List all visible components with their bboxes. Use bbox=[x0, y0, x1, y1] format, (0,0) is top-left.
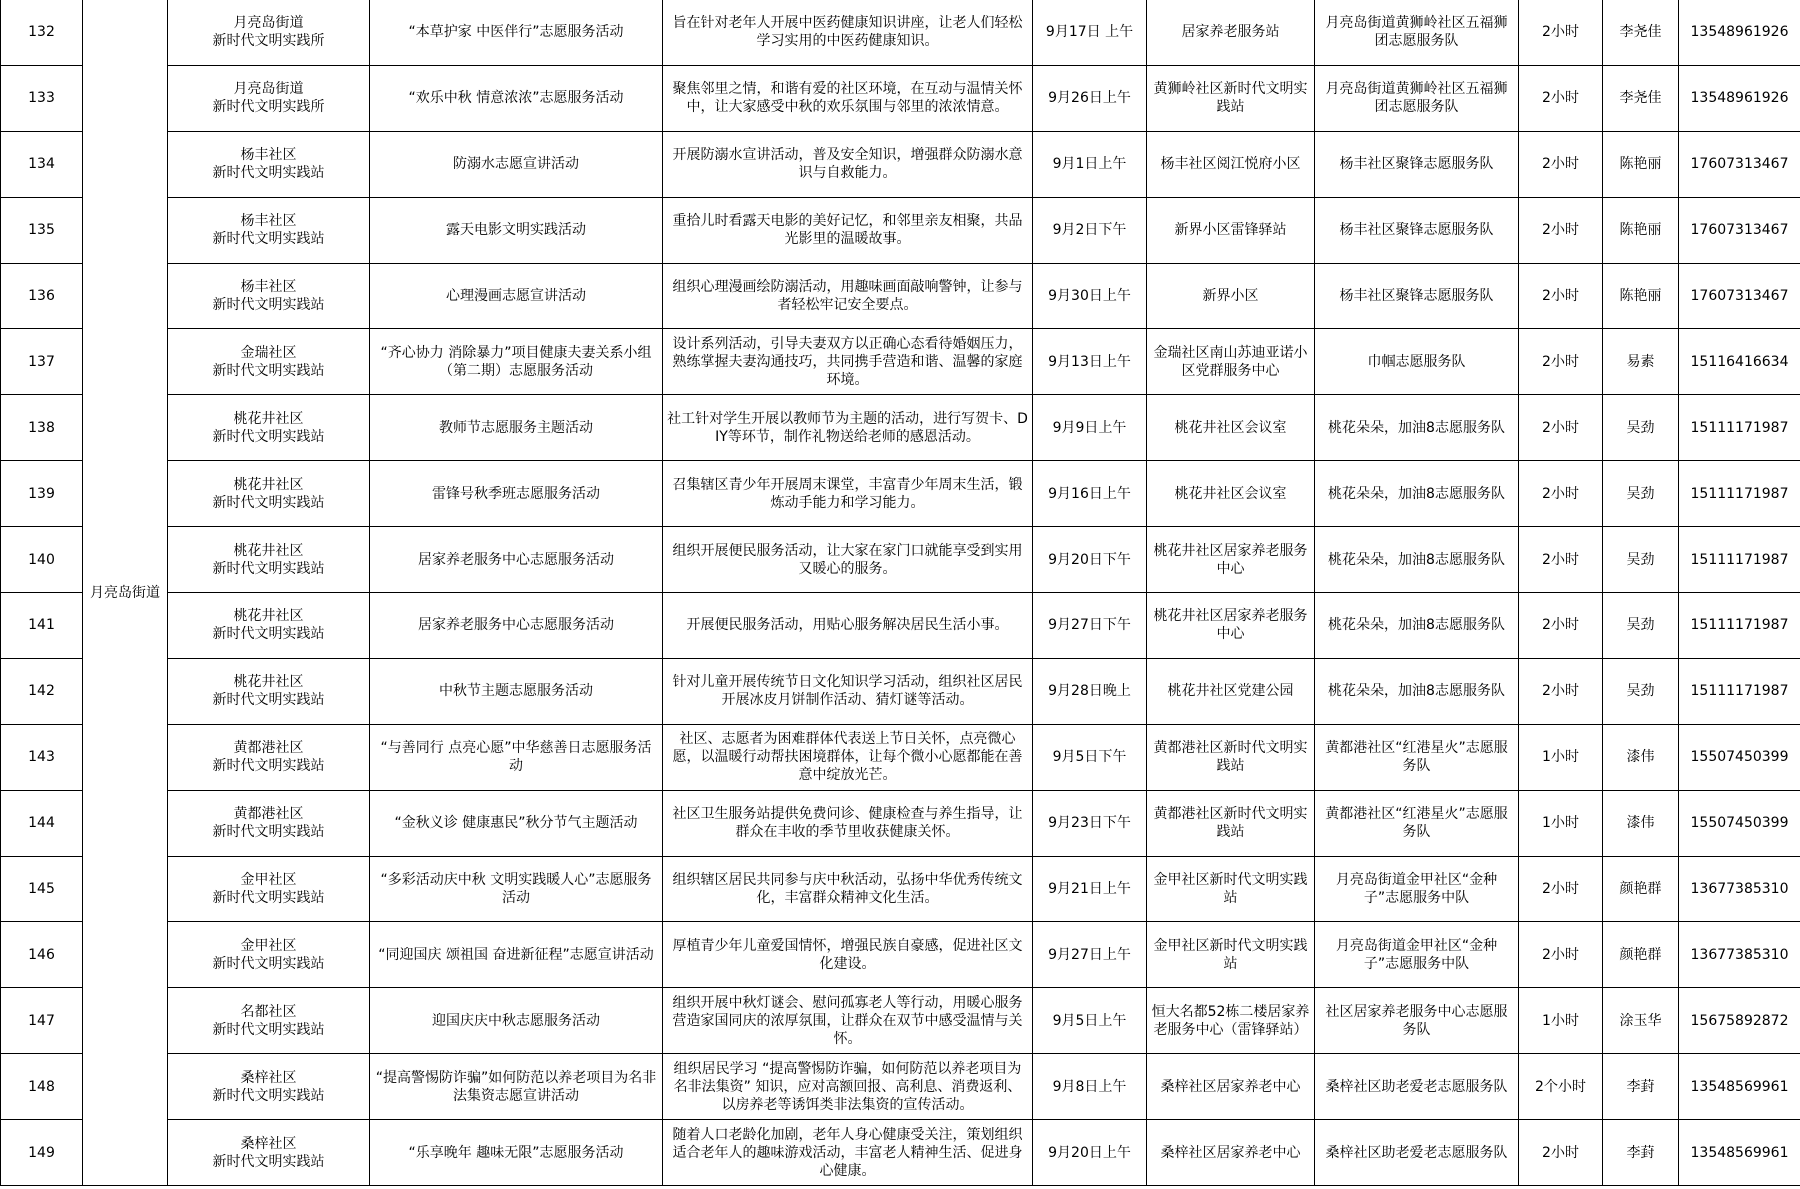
activity-time: 9月16日上午 bbox=[1033, 461, 1147, 527]
contact-person: 吴劲 bbox=[1603, 395, 1679, 461]
contact-person: 吴劲 bbox=[1603, 461, 1679, 527]
duration: 2个小时 bbox=[1519, 1054, 1603, 1120]
volunteer-team: 黄都港社区“红港星火”志愿服务队 bbox=[1315, 724, 1519, 790]
table-row bbox=[1, 0, 1800, 65]
activity-name: “乐享晚年 趣味无限”志愿服务活动 bbox=[370, 1120, 663, 1186]
activity-description: 重拾儿时看露天电影的美好记忆，和邻里亲友相聚，共品光影里的温暖故事。 bbox=[663, 197, 1033, 263]
volunteer-team: 黄都港社区“红港星火”志愿服务队 bbox=[1315, 790, 1519, 856]
organizer bbox=[168, 527, 370, 593]
organizer-line-1: 名都社区 bbox=[240, 1003, 297, 1020]
organizer bbox=[168, 790, 370, 856]
table-row bbox=[1, 1054, 1800, 1120]
table-row bbox=[1, 65, 1800, 131]
activity-time: 9月28日晚上 bbox=[1033, 658, 1147, 724]
organizer-line-1: 黄都港社区 bbox=[233, 740, 304, 757]
organizer-line-1: 桃花井社区 bbox=[233, 410, 304, 427]
duration: 2小时 bbox=[1519, 658, 1603, 724]
contact-phone: 15111171987 bbox=[1679, 395, 1800, 461]
activity-name: “欢乐中秋 情意浓浓”志愿服务活动 bbox=[370, 65, 663, 131]
contact-person: 颜艳群 bbox=[1603, 922, 1679, 988]
volunteer-team: 桃花朵朵，加油8志愿服务队 bbox=[1315, 593, 1519, 659]
activity-name: 露天电影文明实践活动 bbox=[370, 197, 663, 263]
volunteer-team: 杨丰社区聚锋志愿服务队 bbox=[1315, 197, 1519, 263]
contact-person: 吴劲 bbox=[1603, 593, 1679, 659]
duration: 2小时 bbox=[1519, 263, 1603, 329]
row-number: 136 bbox=[1, 263, 83, 329]
contact-phone: 17607313467 bbox=[1679, 197, 1800, 263]
contact-phone: 15111171987 bbox=[1679, 527, 1800, 593]
activity-time: 9月20日下午 bbox=[1033, 527, 1147, 593]
activity-description: 聚焦邻里之情，和谐有爱的社区环境，在互动与温情关怀中，让大家感受中秋的欢乐氛围与邻里的浓浓情意。 bbox=[663, 65, 1033, 131]
activity-time: 9月13日上午 bbox=[1033, 329, 1147, 395]
activity-description: 召集辖区青少年开展周末课堂，丰富青少年周末生活，锻炼动手能力和学习能力。 bbox=[663, 461, 1033, 527]
organizer-line-2: 新时代文明实践所 bbox=[212, 99, 325, 116]
volunteer-team: 桑梓社区助老爱老志愿服务队 bbox=[1315, 1120, 1519, 1186]
activity-time: 9月17日 上午 bbox=[1033, 0, 1147, 65]
contact-person: 李尧佳 bbox=[1603, 0, 1679, 65]
contact-phone: 13677385310 bbox=[1679, 856, 1800, 922]
organizer bbox=[168, 922, 370, 988]
contact-phone: 15507450399 bbox=[1679, 790, 1800, 856]
row-number: 145 bbox=[1, 856, 83, 922]
activity-place: 桃花井社区会议室 bbox=[1147, 395, 1315, 461]
activity-place: 居家养老服务站 bbox=[1147, 0, 1315, 65]
activity-name: 迎国庆庆中秋志愿服务活动 bbox=[370, 988, 663, 1054]
organizer-line-2: 新时代文明实践站 bbox=[212, 824, 325, 841]
activity-time: 9月20日上午 bbox=[1033, 1120, 1147, 1186]
activity-name: “提高警惕防诈骗”如何防范以养老项目为名非法集资志愿宣讲活动 bbox=[370, 1054, 663, 1120]
duration: 2小时 bbox=[1519, 131, 1603, 197]
organizer bbox=[168, 724, 370, 790]
row-number: 147 bbox=[1, 988, 83, 1054]
activity-time: 9月27日下午 bbox=[1033, 593, 1147, 659]
volunteer-team: 月亮岛街道金甲社区“金种子”志愿服务中队 bbox=[1315, 922, 1519, 988]
organizer-line-1: 黄都港社区 bbox=[233, 806, 304, 823]
organizer bbox=[168, 988, 370, 1054]
activity-description: 社工针对学生开展以教师节为主题的活动，进行写贺卡、DIY等环节，制作礼物送给老师的感恩活动。 bbox=[663, 395, 1033, 461]
volunteer-team: 桃花朵朵，加油8志愿服务队 bbox=[1315, 395, 1519, 461]
activity-place: 恒大名都52栋二楼居家养老服务中心（雷锋驿站） bbox=[1147, 988, 1315, 1054]
row-number: 137 bbox=[1, 329, 83, 395]
duration: 2小时 bbox=[1519, 856, 1603, 922]
organizer bbox=[168, 1054, 370, 1120]
organizer bbox=[168, 197, 370, 263]
activity-description: 厚植青少年儿童爱国情怀，增强民族自豪感，促进社区文化建设。 bbox=[663, 922, 1033, 988]
activity-time: 9月5日下午 bbox=[1033, 724, 1147, 790]
organizer-line-1: 杨丰社区 bbox=[240, 279, 297, 295]
organizer-line-1: 桃花井社区 bbox=[233, 476, 304, 493]
organizer bbox=[168, 461, 370, 527]
activity-place: 黄都港社区新时代文明实践站 bbox=[1147, 724, 1315, 790]
activity-name: 中秋节主题志愿服务活动 bbox=[370, 658, 663, 724]
activity-place: 桃花井社区居家养老服务中心 bbox=[1147, 527, 1315, 593]
volunteer-team: 月亮岛街道黄狮岭社区五福狮团志愿服务队 bbox=[1315, 0, 1519, 65]
table-row bbox=[1, 461, 1800, 527]
table-row bbox=[1, 856, 1800, 922]
row-number: 134 bbox=[1, 131, 83, 197]
contact-person: 漆伟 bbox=[1603, 724, 1679, 790]
activity-description: 组织开展便民服务活动，让大家在家门口就能享受到实用又暖心的服务。 bbox=[663, 527, 1033, 593]
contact-person: 漆伟 bbox=[1603, 790, 1679, 856]
organizer bbox=[168, 131, 370, 197]
activity-description: 组织开展中秋灯谜会、慰问孤寡老人等行动，用暖心服务营造家国同庆的浓厚氛围，让群众在双节中感受温情与关怀。 bbox=[663, 988, 1033, 1054]
contact-person: 李葑 bbox=[1603, 1120, 1679, 1186]
row-number: 146 bbox=[1, 922, 83, 988]
activity-place: 杨丰社区阅江悦府小区 bbox=[1147, 131, 1315, 197]
volunteer-team: 月亮岛街道黄狮岭社区五福狮团志愿服务队 bbox=[1315, 65, 1519, 131]
activity-name: 教师节志愿服务主题活动 bbox=[370, 395, 663, 461]
row-number: 149 bbox=[1, 1120, 83, 1186]
duration: 1小时 bbox=[1519, 790, 1603, 856]
activity-name: “金秋义诊 健康惠民”秋分节气主题活动 bbox=[370, 790, 663, 856]
row-number: 143 bbox=[1, 724, 83, 790]
organizer-line-2: 新时代文明实践站 bbox=[212, 362, 325, 379]
row-number: 144 bbox=[1, 790, 83, 856]
organizer-line-1: 桃花井社区 bbox=[233, 674, 304, 691]
organizer bbox=[168, 263, 370, 329]
activity-description: 设计系列活动，引导夫妻双方以正确心态看待婚姻压力，熟练掌握夫妻沟通技巧，共同携手营造和谐、温馨的家庭环境。 bbox=[663, 329, 1033, 395]
activity-place: 新界小区雷锋驿站 bbox=[1147, 197, 1315, 263]
volunteer-team: 桃花朵朵，加油8志愿服务队 bbox=[1315, 461, 1519, 527]
activity-place: 桃花井社区会议室 bbox=[1147, 461, 1315, 527]
activity-place: 金瑞社区南山苏迪亚诺小区党群服务中心 bbox=[1147, 329, 1315, 395]
activity-place: 黄都港社区新时代文明实践站 bbox=[1147, 790, 1315, 856]
activity-description: 随着人口老龄化加剧，老年人身心健康受关注，策划组织适合老年人的趣味游戏活动，丰富老人精神生活、促进身心健康。 bbox=[663, 1120, 1033, 1186]
organizer bbox=[168, 395, 370, 461]
organizer-line-1: 桃花井社区 bbox=[233, 608, 304, 625]
activity-description: 组织辖区居民共同参与庆中秋活动，弘扬中华优秀传统文化，丰富群众精神文化生活。 bbox=[663, 856, 1033, 922]
activity-time: 9月5日上午 bbox=[1033, 988, 1147, 1054]
table-row bbox=[1, 263, 1800, 329]
table-row bbox=[1, 329, 1800, 395]
contact-phone: 13548961926 bbox=[1679, 0, 1800, 65]
activity-name: 居家养老服务中心志愿服务活动 bbox=[370, 593, 663, 659]
activity-place: 金甲社区新时代文明实践站 bbox=[1147, 922, 1315, 988]
activity-description: 旨在针对老年人开展中医药健康知识讲座，让老人们轻松学习实用的中医药健康知识。 bbox=[663, 0, 1033, 65]
organizer bbox=[168, 65, 370, 131]
contact-person: 颜艳群 bbox=[1603, 856, 1679, 922]
contact-phone: 15111171987 bbox=[1679, 658, 1800, 724]
volunteer-team: 桃花朵朵，加油8志愿服务队 bbox=[1315, 658, 1519, 724]
activity-place: 黄狮岭社区新时代文明实践站 bbox=[1147, 65, 1315, 131]
volunteer-team: 巾帼志愿服务队 bbox=[1315, 329, 1519, 395]
duration: 2小时 bbox=[1519, 197, 1603, 263]
contact-phone: 13548961926 bbox=[1679, 65, 1800, 131]
volunteer-team: 月亮岛街道金甲社区“金种子”志愿服务中队 bbox=[1315, 856, 1519, 922]
contact-phone: 15116416634 bbox=[1679, 329, 1800, 395]
activity-description: 社区卫生服务站提供免费问诊、健康检查与养生指导，让群众在丰收的季节里收获健康关怀。 bbox=[663, 790, 1033, 856]
contact-phone: 13548569961 bbox=[1679, 1120, 1800, 1186]
table-row bbox=[1, 527, 1800, 593]
contact-phone: 15111171987 bbox=[1679, 593, 1800, 659]
activity-time: 9月21日上午 bbox=[1033, 856, 1147, 922]
activity-name: “与善同行 点亮心愿”中华慈善日志愿服务活动 bbox=[370, 724, 663, 790]
activity-place: 桃花井社区居家养老服务中心 bbox=[1147, 593, 1315, 659]
activity-place: 桑梓社区居家养老中心 bbox=[1147, 1120, 1315, 1186]
volunteer-team: 杨丰社区聚锋志愿服务队 bbox=[1315, 131, 1519, 197]
activity-time: 9月27日上午 bbox=[1033, 922, 1147, 988]
organizer bbox=[168, 329, 370, 395]
activity-place: 桑梓社区居家养老中心 bbox=[1147, 1054, 1315, 1120]
table-row bbox=[1, 593, 1800, 659]
activity-description: 组织心理漫画绘防溺活动，用趣味画面敲响警钟，让参与者轻松牢记安全要点。 bbox=[663, 263, 1033, 329]
contact-person: 陈艳丽 bbox=[1603, 197, 1679, 263]
volunteer-team: 桑梓社区助老爱老志愿服务队 bbox=[1315, 1054, 1519, 1120]
activity-name: 居家养老服务中心志愿服务活动 bbox=[370, 527, 663, 593]
row-number: 141 bbox=[1, 593, 83, 659]
volunteer-team: 社区居家养老服务中心志愿服务队 bbox=[1315, 988, 1519, 1054]
row-number: 133 bbox=[1, 65, 83, 131]
row-number: 132 bbox=[1, 0, 83, 65]
organizer bbox=[168, 658, 370, 724]
organizer-line-1: 月亮岛街道 bbox=[233, 81, 304, 98]
duration: 2小时 bbox=[1519, 395, 1603, 461]
organizer-line-2: 新时代文明实践站 bbox=[212, 494, 325, 511]
organizer-line-2: 新时代文明实践站 bbox=[212, 297, 325, 313]
organizer-line-1: 金甲社区 bbox=[240, 937, 297, 954]
organizer-line-2: 新时代文明实践站 bbox=[212, 890, 325, 907]
contact-phone: 15111171987 bbox=[1679, 461, 1800, 527]
organizer-line-1: 金瑞社区 bbox=[240, 344, 297, 361]
organizer-line-2: 新时代文明实践站 bbox=[212, 1087, 325, 1104]
organizer-line-2: 新时代文明实践站 bbox=[212, 428, 325, 445]
table-row bbox=[1, 395, 1800, 461]
activity-name: “同迎国庆 颂祖国 奋进新征程”志愿宣讲活动 bbox=[370, 922, 663, 988]
activity-name: “本草护家 中医伴行”志愿服务活动 bbox=[370, 0, 663, 65]
duration: 2小时 bbox=[1519, 922, 1603, 988]
contact-phone: 17607313467 bbox=[1679, 131, 1800, 197]
table-row bbox=[1, 988, 1800, 1054]
activity-description: 开展防溺水宣讲活动，普及安全知识，增强群众防溺水意识与自救能力。 bbox=[663, 131, 1033, 197]
table-row bbox=[1, 197, 1800, 263]
organizer-line-2: 新时代文明实践站 bbox=[212, 626, 325, 643]
activity-name: 心理漫画志愿宣讲活动 bbox=[370, 263, 663, 329]
organizer-line-2: 新时代文明实践所 bbox=[212, 33, 325, 50]
organizer-line-2: 新时代文明实践站 bbox=[212, 1021, 325, 1038]
organizer-line-2: 新时代文明实践站 bbox=[212, 231, 325, 248]
table-row bbox=[1, 658, 1800, 724]
contact-phone: 13677385310 bbox=[1679, 922, 1800, 988]
activity-description: 针对儿童开展传统节日文化知识学习活动，组织社区居民开展冰皮月饼制作活动、猜灯谜等活动。 bbox=[663, 658, 1033, 724]
organizer-line-1: 桑梓社区 bbox=[240, 1135, 297, 1152]
activity-time: 9月1日上午 bbox=[1033, 131, 1147, 197]
street-name: 月亮岛街道 bbox=[83, 0, 168, 1186]
volunteer-team: 杨丰社区聚锋志愿服务队 bbox=[1315, 263, 1519, 329]
activity-name: 防溺水志愿宣讲活动 bbox=[370, 131, 663, 197]
row-number: 140 bbox=[1, 527, 83, 593]
activity-description: 开展便民服务活动，用贴心服务解决居民生活小事。 bbox=[663, 593, 1033, 659]
row-number: 148 bbox=[1, 1054, 83, 1120]
activity-description: 组织居民学习 “提高警惕防诈骗，如何防范以养老项目为名非法集资” 知识，应对高额回报、高利息、消费返利、以房养老等诱饵类非法集资的宣传活动。 bbox=[663, 1054, 1033, 1120]
activity-time: 9月26日上午 bbox=[1033, 65, 1147, 131]
organizer-line-2: 新时代文明实践站 bbox=[212, 560, 325, 577]
organizer bbox=[168, 0, 370, 65]
organizer-line-1: 桑梓社区 bbox=[240, 1069, 297, 1086]
organizer-line-2: 新时代文明实践站 bbox=[212, 165, 325, 182]
organizer-line-2: 新时代文明实践站 bbox=[212, 692, 325, 709]
organizer-line-2: 新时代文明实践站 bbox=[212, 758, 325, 775]
contact-person: 李葑 bbox=[1603, 1054, 1679, 1120]
activity-description: 社区、志愿者为困难群体代表送上节日关怀，点亮微心愿，以温暖行动帮扶困境群体，让每个微小心愿都能在善意中绽放光芒。 bbox=[663, 724, 1033, 790]
organizer-line-1: 桃花井社区 bbox=[233, 542, 304, 559]
activity-time: 9月9日上午 bbox=[1033, 395, 1147, 461]
contact-person: 陈艳丽 bbox=[1603, 131, 1679, 197]
contact-person: 陈艳丽 bbox=[1603, 263, 1679, 329]
contact-person: 涂玉华 bbox=[1603, 988, 1679, 1054]
organizer-line-1: 月亮岛街道 bbox=[233, 15, 304, 32]
contact-person: 易素 bbox=[1603, 329, 1679, 395]
organizer-line-2: 新时代文明实践站 bbox=[212, 955, 325, 972]
duration: 2小时 bbox=[1519, 329, 1603, 395]
activity-name: 雷锋号秋季班志愿服务活动 bbox=[370, 461, 663, 527]
table-row bbox=[1, 922, 1800, 988]
duration: 1小时 bbox=[1519, 988, 1603, 1054]
activity-time: 9月23日下午 bbox=[1033, 790, 1147, 856]
contact-person: 吴劲 bbox=[1603, 527, 1679, 593]
organizer bbox=[168, 593, 370, 659]
organizer-line-1: 杨丰社区 bbox=[240, 213, 297, 230]
table-row bbox=[1, 724, 1800, 790]
duration: 2小时 bbox=[1519, 0, 1603, 65]
contact-person: 李尧佳 bbox=[1603, 65, 1679, 131]
activity-name: “齐心协力 消除暴力”项目健康夫妻关系小组（第二期）志愿服务活动 bbox=[370, 329, 663, 395]
volunteer-team: 桃花朵朵，加油8志愿服务队 bbox=[1315, 527, 1519, 593]
contact-person: 吴劲 bbox=[1603, 658, 1679, 724]
contact-phone: 15675892872 bbox=[1679, 988, 1800, 1054]
duration: 2小时 bbox=[1519, 65, 1603, 131]
contact-phone: 15507450399 bbox=[1679, 724, 1800, 790]
contact-phone: 17607313467 bbox=[1679, 263, 1800, 329]
duration: 2小时 bbox=[1519, 1120, 1603, 1186]
activity-time: 9月30日上午 bbox=[1033, 263, 1147, 329]
activity-place: 新界小区 bbox=[1147, 263, 1315, 329]
activity-place: 金甲社区新时代文明实践站 bbox=[1147, 856, 1315, 922]
activity-name: “多彩活动庆中秋 文明实践暖人心”志愿服务活动 bbox=[370, 856, 663, 922]
row-number: 139 bbox=[1, 461, 83, 527]
row-number: 138 bbox=[1, 395, 83, 461]
organizer bbox=[168, 856, 370, 922]
organizer-line-1: 杨丰社区 bbox=[240, 147, 297, 164]
table-row bbox=[1, 131, 1800, 197]
duration: 2小时 bbox=[1519, 593, 1603, 659]
row-number: 135 bbox=[1, 197, 83, 263]
table-row bbox=[1, 1120, 1800, 1186]
organizer-line-2: 新时代文明实践站 bbox=[212, 1153, 325, 1170]
activity-time: 9月8日上午 bbox=[1033, 1054, 1147, 1120]
table-row bbox=[1, 790, 1800, 856]
duration: 1小时 bbox=[1519, 724, 1603, 790]
row-number: 142 bbox=[1, 658, 83, 724]
duration: 2小时 bbox=[1519, 461, 1603, 527]
duration: 2小时 bbox=[1519, 527, 1603, 593]
activity-place: 桃花井社区党建公园 bbox=[1147, 658, 1315, 724]
table-body bbox=[1, 0, 1800, 1186]
organizer bbox=[168, 1120, 370, 1186]
contact-phone: 13548569961 bbox=[1679, 1054, 1800, 1120]
activity-time: 9月2日下午 bbox=[1033, 197, 1147, 263]
organizer-line-1: 金甲社区 bbox=[240, 872, 297, 889]
